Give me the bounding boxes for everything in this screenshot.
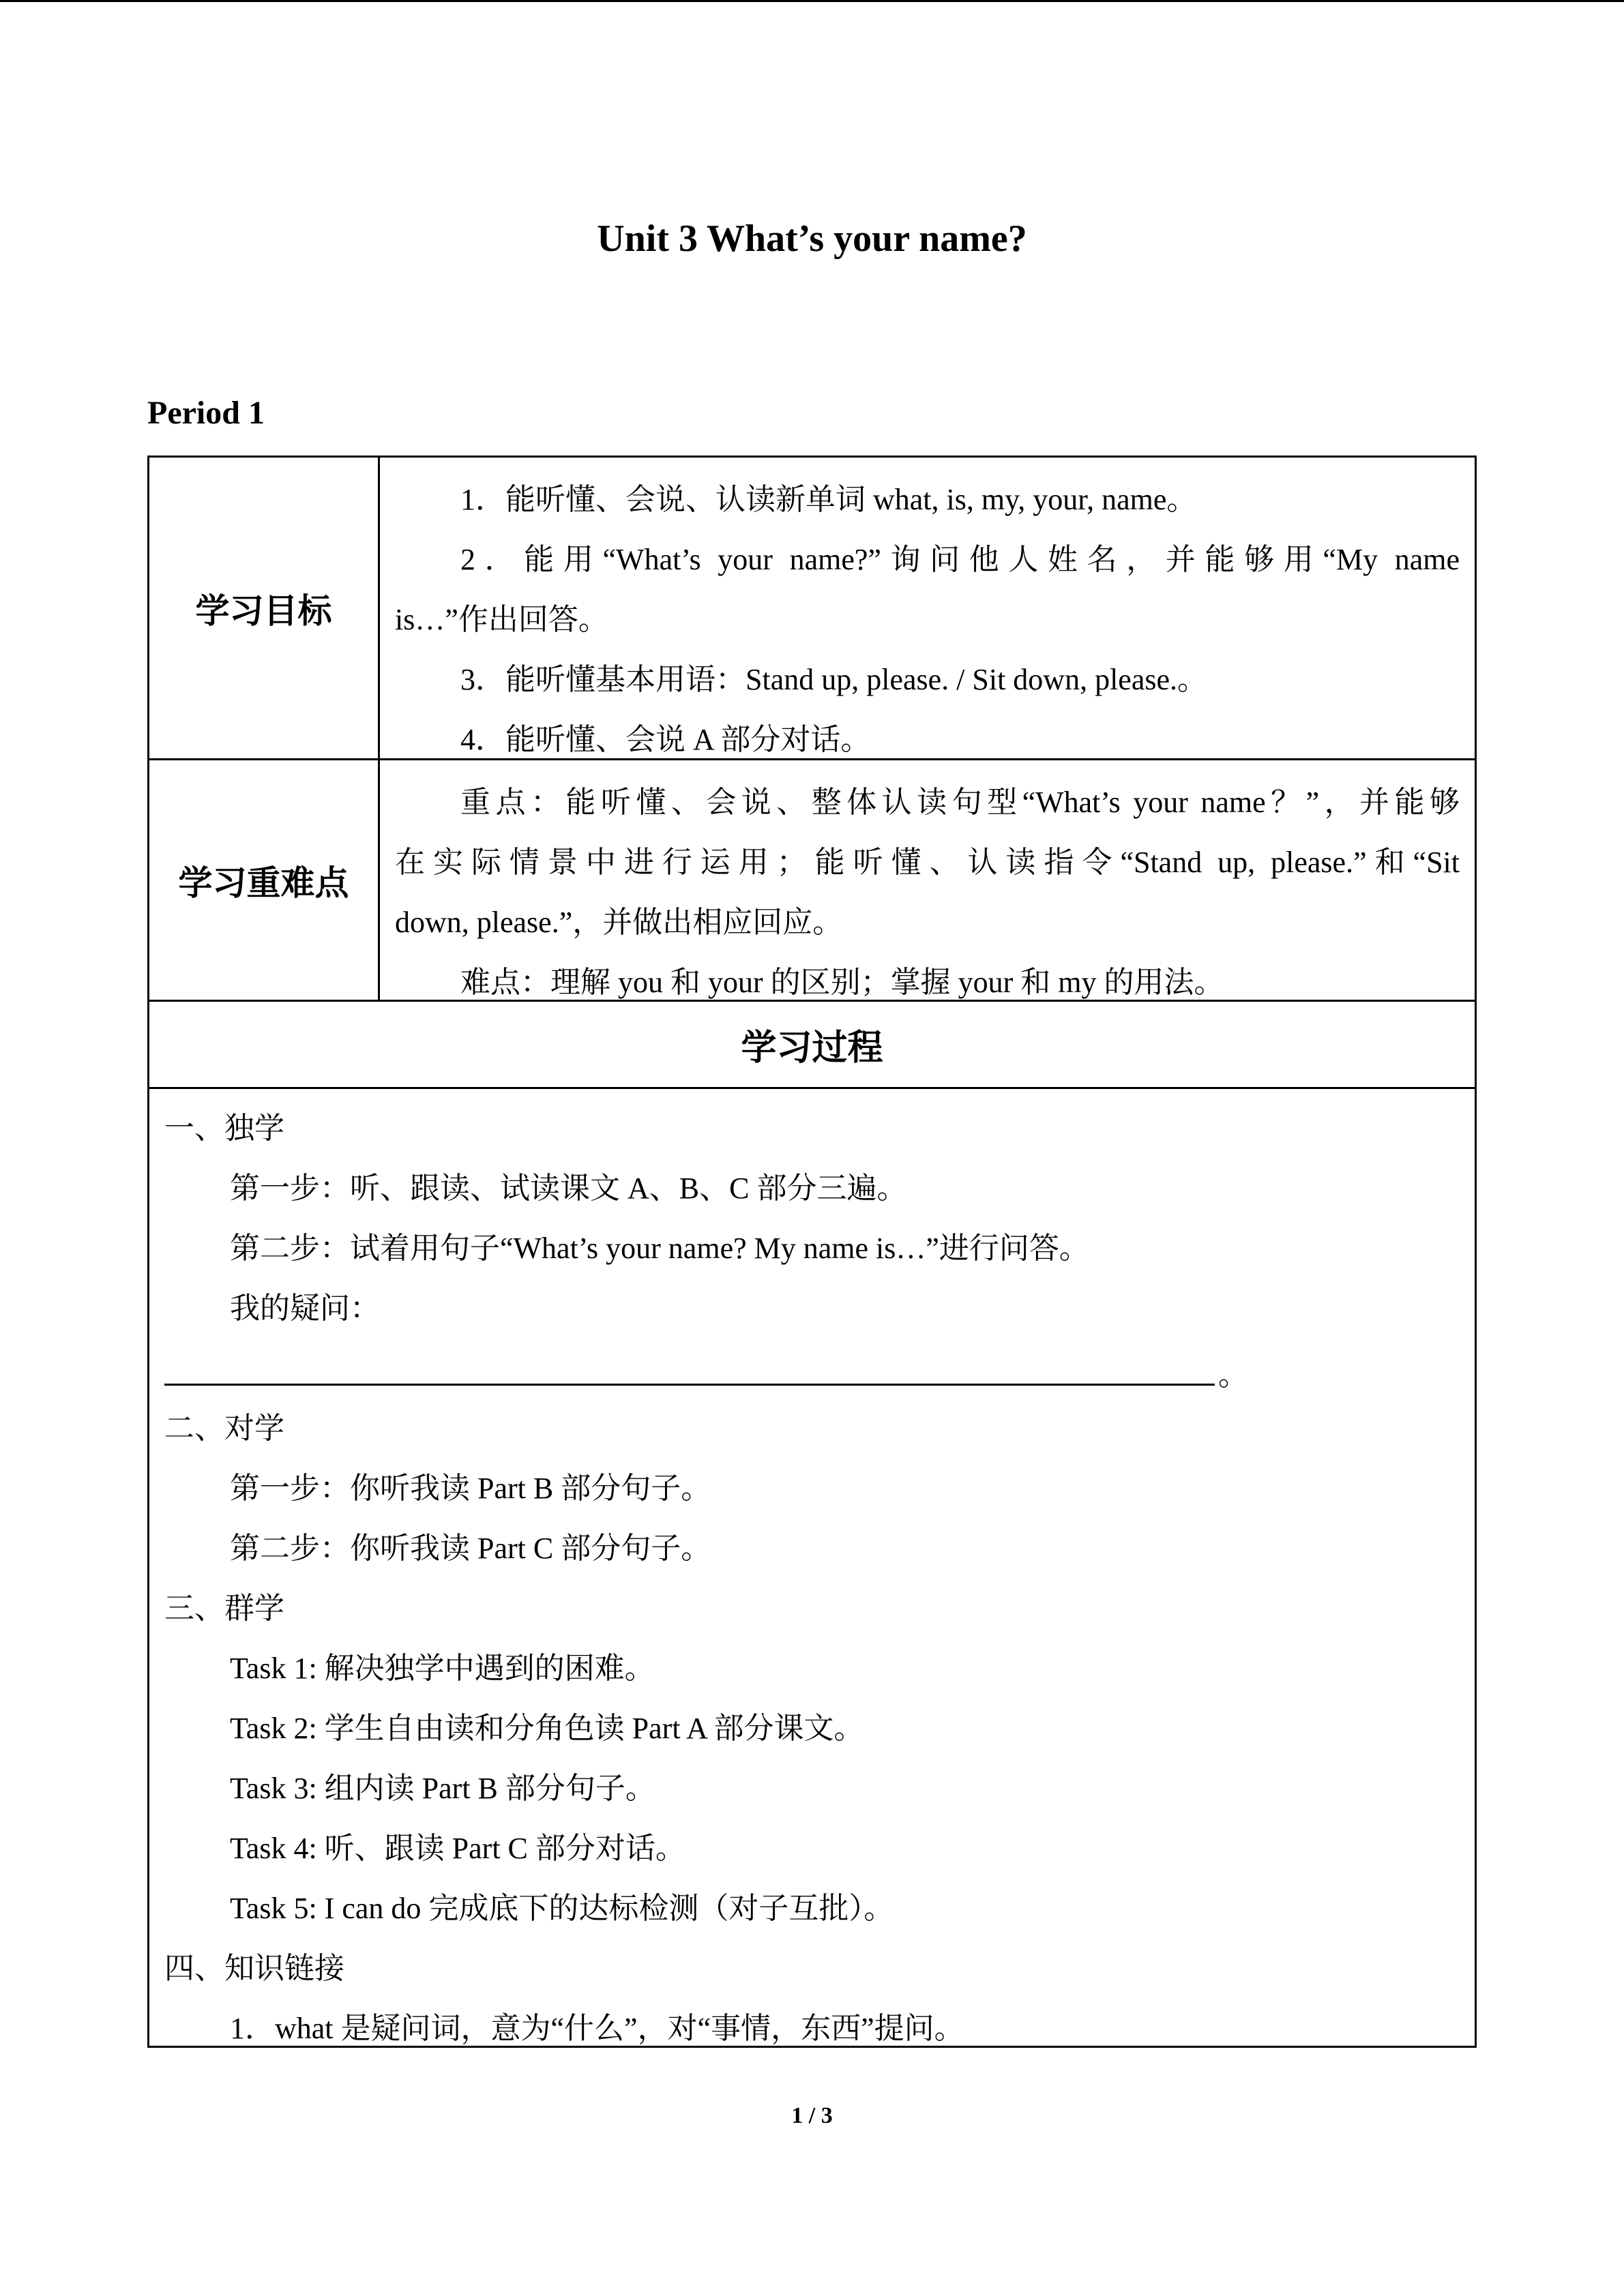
goal-item-continued: is…”作出回答。: [395, 603, 608, 636]
section-title-self-study: 一、独学: [164, 1112, 284, 1145]
blank-end-mark: 。: [1218, 1358, 1248, 1392]
process-heading: 学习过程: [741, 1028, 883, 1069]
process-content: [164, 1099, 1460, 2059]
section-title-group-study: 三、群学: [164, 1592, 284, 1625]
self-study-step: 第二步：试着用句子“What’s your name? My name is…”进行问答。: [230, 1232, 1089, 1265]
blank-underline: [164, 1384, 1215, 1386]
knowledge-item: 1．what 是疑问词，意为“什么”，对“事情，东西”提问。: [230, 2012, 964, 2045]
goals-content: [380, 458, 1475, 770]
pair-study-step: 第一步：你听我读 Part B 部分句子。: [230, 1472, 711, 1505]
pair-study-step: 第二步：你听我读 Part C 部分句子。: [230, 1532, 711, 1565]
goal-item: 1．能听懂、会说、认读新单词 what, is, my, your, name。: [460, 483, 1197, 516]
process-content-row: [149, 1089, 1475, 2048]
section-title-knowledge-link: 四、知识链接: [164, 1952, 344, 1985]
group-task-item: Task 4: 听、跟读 Part C 部分对话。: [230, 1832, 685, 1865]
difficult-point-line: 难点：理解 you 和 your 的区别；掌握 your 和 my 的用法。: [460, 966, 1224, 999]
self-study-step: 第一步：听、跟读、试读课文 A、B、C 部分三遍。: [230, 1172, 907, 1205]
my-question-label: 我的疑问：: [230, 1292, 380, 1325]
group-task-item: Task 2: 学生自由读和分角色读 Part A 部分课文。: [230, 1712, 864, 1745]
section-title-pair-study: 二、对学: [164, 1412, 284, 1445]
question-answer-blank[interactable]: [164, 1339, 1460, 1399]
document-title: Unit 3 What’s your name?: [597, 218, 1027, 260]
group-task-item: Task 1: 解决独学中遇到的困难。: [230, 1652, 655, 1685]
group-task-item: Task 3: 组内读 Part B 部分句子。: [230, 1772, 655, 1805]
key-point-line: 重点：能听懂、会说、整体认读句型“What’s your name？”，并能够: [460, 786, 1460, 819]
process-heading-row: [149, 1002, 1475, 1089]
goals-label: 学习目标: [149, 458, 380, 758]
group-task-item: Task 5: I can do 完成底下的达标检测（对子互批）。: [230, 1892, 894, 1925]
top-border-line: [0, 0, 1624, 2]
key-point-line: 在实际情景中进行运用；能听懂、认读指令“Stand up, please.”和“Sit: [395, 846, 1460, 879]
study-plan-table: [147, 456, 1477, 2048]
key-points-row: [149, 760, 1475, 1002]
page-number: 1 / 3: [791, 2103, 833, 2128]
goal-item: 2．能用“What’s your name?”询问他人姓名，并能够用“My name: [460, 543, 1460, 576]
goal-item: 3．能听懂基本用语：Stand up, please. / Sit down, please.。: [460, 663, 1208, 696]
key-points-content: [380, 760, 1475, 1013]
period-heading: Period 1: [147, 395, 265, 431]
goals-row: [149, 458, 1475, 760]
key-points-label: 学习重难点: [149, 760, 380, 1000]
goal-item: 4．能听懂、会说 A 部分对话。: [460, 723, 871, 756]
key-point-line: down, please.”，并做出相应回应。: [395, 906, 843, 939]
